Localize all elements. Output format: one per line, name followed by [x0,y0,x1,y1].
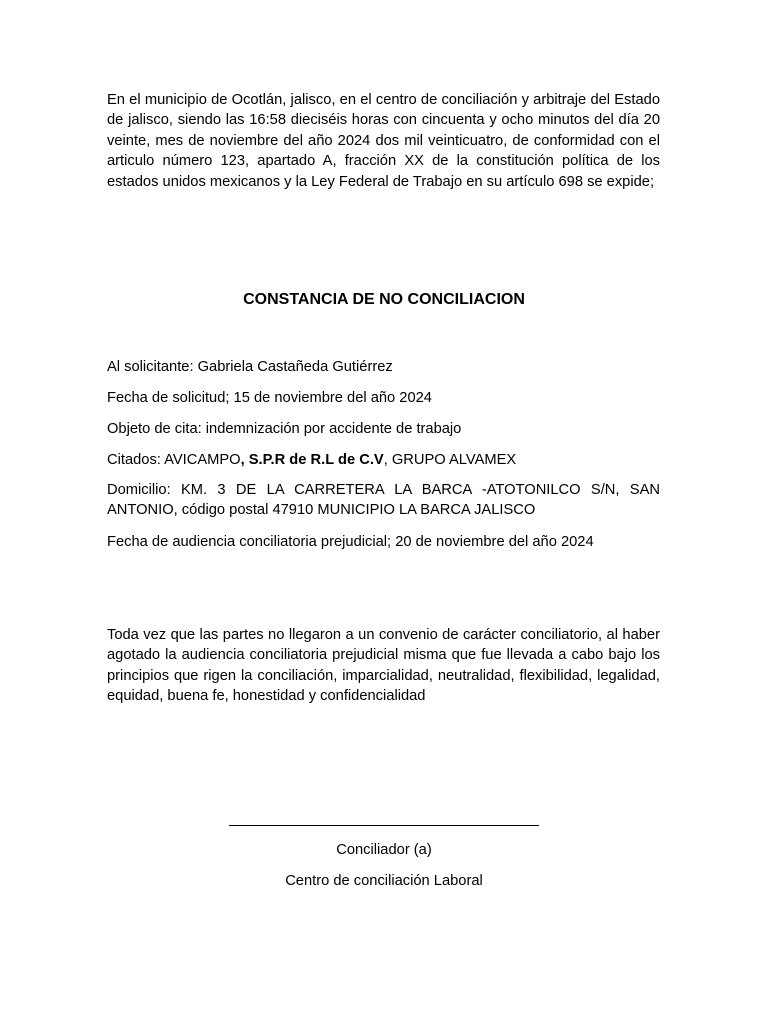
closing-paragraph: Toda vez que las partes no llegaron a un convenio de carácter conciliatorio, al haber agotado la audiencia conciliatoria prejudicial misma que fue llevada a cabo bajo los principios que rigen la conciliación, imparcialidad, neutralidad, flexibilidad, legalidad, equidad, buena fe, honestidad y confidencialidad [107,627,660,705]
solicitante-field: Al solicitante: Gabriela Castañeda Gutiérrez [107,359,393,375]
signature-line [229,825,539,826]
domicilio-field: Domicilio: KM. 3 DE LA CARRETERA LA BARCA -ATOTONILCO S/N, SAN ANTONIO, código postal 47910 MUNICIPIO LA BARCA JALISCO [107,482,660,519]
intro-paragraph: En el municipio de Ocotlán, jalisco, en el centro de conciliación y arbitraje del Estado de jalisco, siendo las 16:58 dieciséis horas con cincuenta y ocho minutos del día 20 veinte, mes de noviembre del año 2024 dos mil veinticuatro, de conformidad con el articulo número 123, apartado A, fracción XX de la constitución política de los estados unidos mexicanos y la Ley Federal de Trabajo en su artículo 698 se expide; [107,92,660,190]
document-title: CONSTANCIA DE NO CONCILIACION [243,291,525,308]
citados-bold-company: , S.P.R de R.L de C.V [240,452,384,468]
objeto-cita-field: Objeto de cita: indemnización por accidente de trabajo [107,421,462,437]
signature-role: Conciliador (a) [336,842,432,858]
fecha-audiencia-field: Fecha de audiencia conciliatoria prejudicial; 20 de noviembre del año 2024 [107,534,594,550]
citados-suffix: , GRUPO ALVAMEX [383,452,517,468]
signature-institution: Centro de conciliación Laboral [285,873,483,889]
citados-field [107,450,660,470]
citados-prefix: Citados: AVICAMPO [107,452,241,468]
fecha-solicitud-field: Fecha de solicitud; 15 de noviembre del año 2024 [107,390,432,406]
